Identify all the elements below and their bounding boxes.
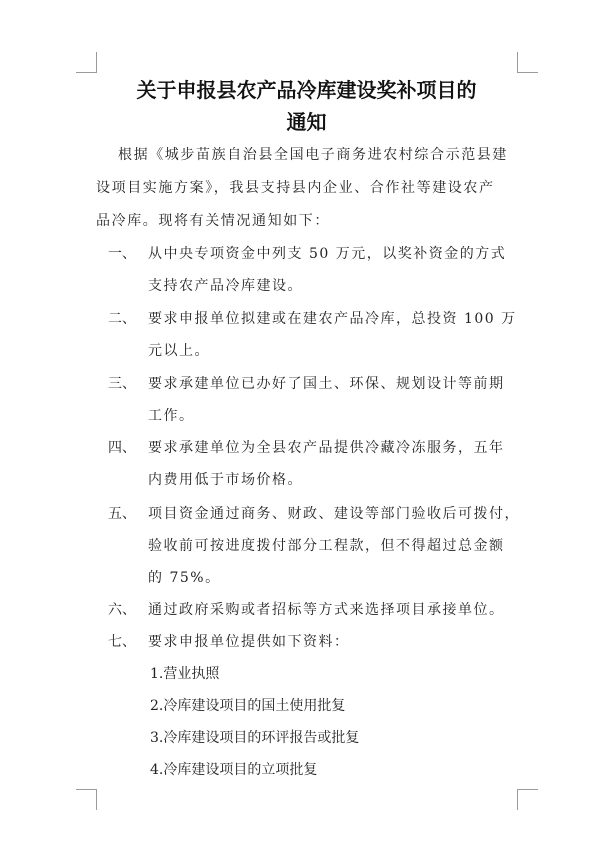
item-number: 一、 (108, 246, 136, 262)
item-text-line: 要求承建单位为全县农产品提供冷藏冷冻服务，五年 (148, 440, 505, 456)
item-number: 五、 (108, 506, 136, 522)
item-text-line: 要求申报单位提供如下资料： (148, 634, 350, 650)
document-title-line-2: 通知 (286, 110, 327, 134)
intro-line: 品冷库。现将有关情况通知如下： (96, 213, 330, 229)
materials-item: 2.冷库建设项目的国土使用批复 (150, 698, 346, 714)
item-text-line: 通过政府采购或者招标等方式来选择项目承接单位。 (148, 602, 505, 618)
intro-line: 根据《城步苗族自治县全国电子商务进农村综合示范县建 (118, 147, 508, 163)
item-text-line: 内费用低于市场价格。 (148, 472, 303, 488)
materials-item: 3.冷库建设项目的环评报告或批复 (150, 730, 360, 746)
margin-corner-bottom-left (76, 789, 97, 810)
item-text-line: 工作。 (148, 408, 195, 424)
margin-corner-top-right (517, 52, 538, 73)
document-title-line-1: 关于申报县农产品冷库建设奖补项目的 (136, 78, 477, 102)
item-text-line: 支持农产品冷库建设。 (148, 278, 303, 294)
item-number: 三、 (108, 376, 136, 392)
intro-line: 设项目实施方案》，我县支持县内企业、合作社等建设农产 (96, 180, 495, 196)
item-number: 七、 (108, 634, 136, 650)
margin-corner-bottom-right (517, 789, 538, 810)
materials-item: 1.营业执照 (150, 666, 220, 682)
item-text-line: 项目资金通过商务、财政、建设等部门验收后可拨付， (148, 506, 520, 522)
item-text-line: 的 75%。 (148, 570, 221, 586)
item-text-line: 从中央专项资金中列支 50 万元，以奖补资金的方式 (148, 246, 507, 262)
margin-corner-top-left (76, 52, 97, 73)
item-text-line: 要求承建单位已办好了国土、环保、规划设计等前期 (148, 376, 505, 392)
item-text-line: 验收前可按进度拨付部分工程款，但不得超过总金额 (148, 538, 505, 554)
item-text-line: 要求申报单位拟建或在建农产品冷库，总投资 100 万 (148, 311, 517, 327)
item-number: 六、 (108, 602, 136, 618)
item-number: 二、 (108, 311, 136, 327)
item-text-line: 元以上。 (148, 343, 210, 359)
item-number: 四、 (108, 440, 136, 456)
materials-item: 4.冷库建设项目的立项批复 (150, 762, 318, 778)
